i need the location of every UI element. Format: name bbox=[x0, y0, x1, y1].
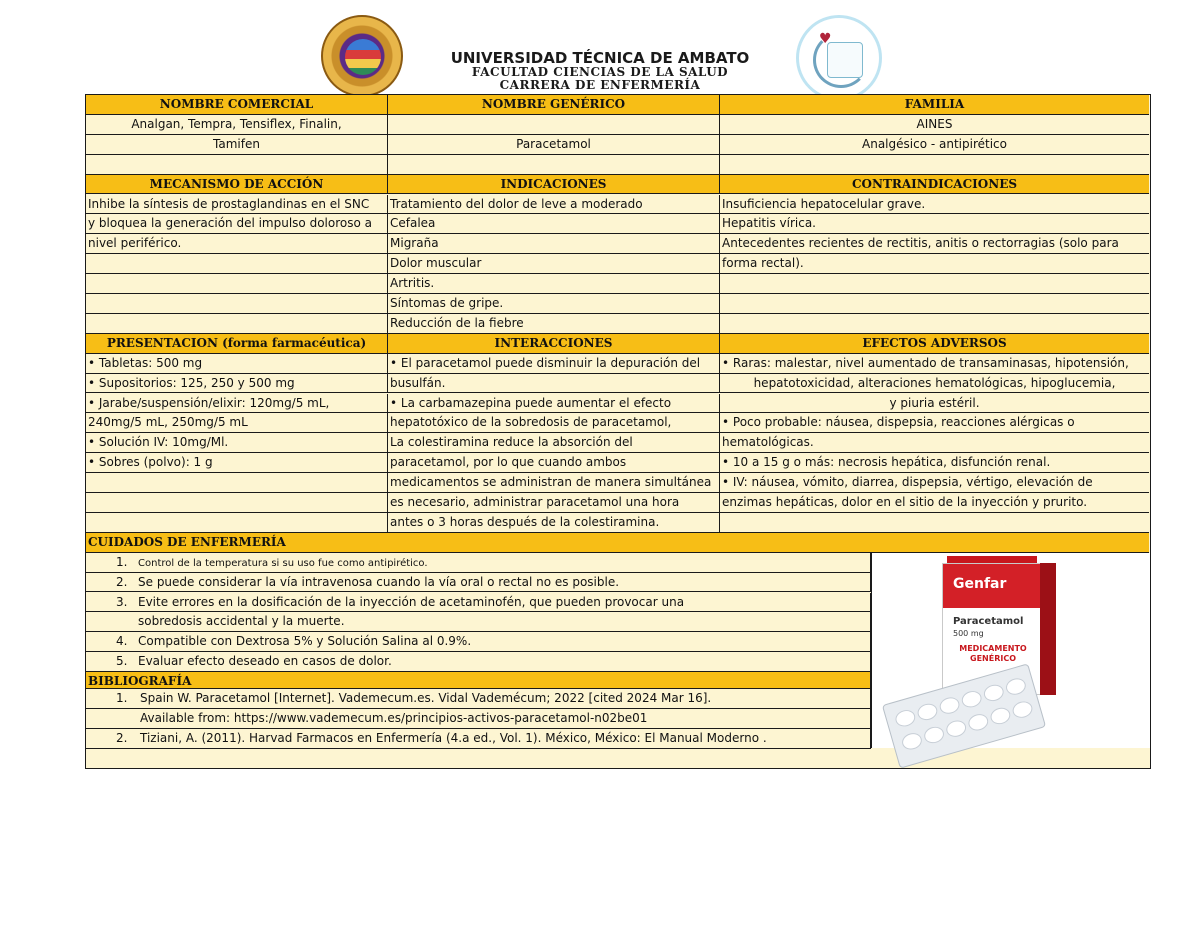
mechanism-cell: Insuficiencia hepatocelular grave. bbox=[720, 195, 1149, 215]
presentation-cell bbox=[86, 513, 388, 533]
box-brand: Genfar bbox=[953, 575, 1007, 592]
presentation-cell: • Poco probable: náusea, dispepsia, reacciones alérgicas o bbox=[720, 413, 1149, 433]
tablet bbox=[916, 701, 940, 722]
mechanism-header-1: MECANISMO DE ACCIÓN bbox=[86, 175, 388, 195]
presentation-cell: 240mg/5 mL, 250mg/5 mL bbox=[86, 413, 388, 433]
heart-icon: ♥ bbox=[819, 31, 832, 47]
mechanism-cell: Inhibe la síntesis de prostaglandinas en el SNC bbox=[86, 195, 388, 215]
mechanism-row bbox=[86, 254, 1149, 274]
care-item-text: Control de la temperatura si su uso fue como antipirético. bbox=[138, 557, 428, 569]
identity-header-3: FAMILIA bbox=[720, 95, 1149, 115]
presentation-row bbox=[86, 374, 1149, 394]
tablet bbox=[938, 695, 962, 716]
presentation-header-1: PRESENTACION (forma farmacéutica) bbox=[86, 334, 388, 354]
bibliography-section-title: BIBLIOGRAFÍA bbox=[86, 672, 871, 689]
bibliography-item bbox=[86, 729, 871, 749]
bibliography-item bbox=[86, 689, 871, 709]
tablet bbox=[922, 724, 946, 745]
tablet bbox=[1004, 676, 1028, 697]
care-item bbox=[86, 652, 871, 672]
mechanism-row bbox=[86, 234, 1149, 254]
presentation-cell bbox=[720, 513, 1149, 533]
presentation-cell: • Solución IV: 10mg/Ml. bbox=[86, 433, 388, 453]
identity-cell: Paracetamol bbox=[388, 135, 720, 155]
tablet bbox=[944, 718, 968, 739]
mechanism-cell: y bloquea la generación del impulso doloroso a bbox=[86, 214, 388, 234]
bibliography-item bbox=[86, 709, 871, 729]
identity-row bbox=[86, 115, 1149, 135]
bibliography-item-text: Spain W. Paracetamol [Internet]. Vademecum.es. Vidal Vademécum; 2022 [cited 2024 Mar 16]. bbox=[140, 691, 712, 705]
tablet bbox=[966, 712, 990, 733]
presentation-cell: • IV: náusea, vómito, diarrea, dispepsia, vértigo, elevación de bbox=[720, 473, 1149, 493]
care-item-text: Evite errores en la dosificación de la inyección de acetaminofén, que pueden provocar una bbox=[138, 594, 685, 609]
presentation-row bbox=[86, 394, 1149, 414]
presentation-cell: • Raras: malestar, nivel aumentado de transaminasas, hipotensión, bbox=[720, 354, 1149, 374]
page-header-faculty: FACULTAD CIENCIAS DE LA SALUD bbox=[471, 65, 729, 79]
care-item-number: 4. bbox=[116, 634, 128, 649]
tablet bbox=[960, 688, 984, 709]
care-item-text: Evaluar efecto deseado en casos de dolor. bbox=[138, 654, 392, 669]
identity-row bbox=[86, 155, 1149, 175]
identity-cell: Tamifen bbox=[86, 135, 388, 155]
presentation-cell: • El paracetamol puede disminuir la depuración del bbox=[388, 354, 720, 374]
mechanism-header-2: INDICACIONES bbox=[388, 175, 720, 195]
care-item-number: 5. bbox=[116, 654, 128, 669]
mechanism-row bbox=[86, 195, 1149, 215]
presentation-cell: • 10 a 15 g o más: necrosis hepática, disfunción renal. bbox=[720, 453, 1149, 473]
tablet bbox=[982, 682, 1006, 703]
care-item-number: 2. bbox=[116, 574, 128, 589]
mechanism-cell bbox=[720, 314, 1149, 334]
presentation-row bbox=[86, 513, 1149, 533]
presentation-cell: • Supositorios: 125, 250 y 500 mg bbox=[86, 374, 388, 394]
bibliography-item-text: Tiziani, A. (2011). Harvad Farmacos en Enfermería (4.a ed., Vol. 1). México, México: El Manual Moderno . bbox=[140, 730, 767, 745]
care-title-row bbox=[86, 533, 1149, 553]
identity-cell bbox=[388, 115, 720, 135]
mechanism-cell bbox=[720, 274, 1149, 294]
mechanism-row bbox=[86, 274, 1149, 294]
mechanism-cell: Tratamiento del dolor de leve a moderado bbox=[388, 195, 720, 215]
mechanism-cell: Hepatitis vírica. bbox=[720, 214, 1149, 234]
presentation-cell: La colestiramina reduce la absorción del bbox=[388, 433, 720, 453]
tablet bbox=[894, 707, 918, 728]
identity-header-1: NOMBRE COMERCIAL bbox=[86, 95, 388, 115]
mechanism-cell bbox=[86, 254, 388, 274]
bibliography-item-number: 1. bbox=[116, 691, 128, 705]
presentation-cell: enzimas hepáticas, dolor en el sitio de la inyección y prurito. bbox=[720, 493, 1149, 513]
bibliography-item-number: 2. bbox=[116, 730, 128, 745]
presentation-cell: antes o 3 horas después de la colestiramina. bbox=[388, 513, 720, 533]
mechanism-cell: Antecedentes recientes de rectitis, anitis o rectorragias (solo para bbox=[720, 234, 1149, 254]
presentation-row bbox=[86, 433, 1149, 453]
presentation-cell bbox=[86, 473, 388, 493]
drug-sheet-table bbox=[85, 94, 1151, 769]
mechanism-header-3: CONTRAINDICACIONES bbox=[720, 175, 1149, 195]
identity-cell: Analgan, Tempra, Tensiflex, Finalin, bbox=[86, 115, 388, 135]
box-side bbox=[1040, 563, 1056, 695]
box-generic-label: MEDICAMENTO GENÉRICO bbox=[959, 643, 1027, 663]
presentation-row bbox=[86, 493, 1149, 513]
mechanism-cell: Dolor muscular bbox=[388, 254, 720, 274]
presentation-cell: hematológicas. bbox=[720, 433, 1149, 453]
mechanism-cell: Reducción de la fiebre bbox=[388, 314, 720, 334]
presentation-header-2: INTERACCIONES bbox=[388, 334, 720, 354]
presentation-row bbox=[86, 413, 1149, 433]
mechanism-cell bbox=[86, 314, 388, 334]
care-item bbox=[86, 553, 871, 573]
identity-header-2: NOMBRE GENÉRICO bbox=[388, 95, 720, 115]
identity-cell: Analgésico - antipirético bbox=[720, 135, 1149, 155]
care-item-number: 1. bbox=[116, 554, 128, 569]
identity-cell bbox=[388, 155, 720, 175]
mechanism-cell: Cefalea bbox=[388, 214, 720, 234]
box-strength: 500 mg bbox=[953, 628, 984, 638]
presentation-cell: y piuria estéril. bbox=[720, 394, 1149, 414]
care-item bbox=[86, 632, 871, 652]
page-header-career: CARRERA DE ENFERMERÍA bbox=[499, 78, 701, 92]
mechanism-cell bbox=[86, 294, 388, 314]
presentation-cell: • Tabletas: 500 mg bbox=[86, 354, 388, 374]
presentation-cell: hepatotoxicidad, alteraciones hematológicas, hipoglucemia, bbox=[720, 374, 1149, 394]
nursing-career-logo bbox=[796, 15, 882, 101]
presentation-cell: • La carbamazepina puede aumentar el efecto bbox=[388, 394, 720, 414]
presentation-cell: • Jarabe/suspensión/elixir: 120mg/5 mL, bbox=[86, 394, 388, 414]
page-header-university: UNIVERSIDAD TÉCNICA DE AMBATO bbox=[450, 49, 750, 67]
mechanism-cell: Síntomas de gripe. bbox=[388, 294, 720, 314]
presentation-row bbox=[86, 354, 1149, 374]
identity-cell bbox=[86, 155, 388, 175]
care-item bbox=[86, 593, 871, 613]
presentation-cell: busulfán. bbox=[388, 374, 720, 394]
care-item-text: sobredosis accidental y la muerte. bbox=[138, 614, 345, 629]
box-drug-name: Paracetamol bbox=[953, 615, 1024, 627]
tablet bbox=[900, 731, 924, 752]
identity-header-row bbox=[86, 95, 1149, 115]
mechanism-cell: forma rectal). bbox=[720, 254, 1149, 274]
care-item-number: 3. bbox=[116, 594, 128, 609]
mechanism-header-row bbox=[86, 175, 1149, 195]
care-item-text: Compatible con Dextrosa 5% y Solución Salina al 0.9%. bbox=[138, 634, 472, 649]
presentation-row bbox=[86, 453, 1149, 473]
mechanism-cell: Artritis. bbox=[388, 274, 720, 294]
care-item bbox=[86, 573, 871, 593]
care-item-text: Se puede considerar la vía intravenosa cuando la vía oral o rectal no es posible. bbox=[138, 574, 620, 589]
presentation-cell: hepatotóxico de la sobredosis de paracetamol, bbox=[388, 413, 720, 433]
mechanism-row bbox=[86, 294, 1149, 314]
presentation-cell: es necesario, administrar paracetamol una hora bbox=[388, 493, 720, 513]
tablet bbox=[1011, 699, 1035, 720]
identity-cell: AINES bbox=[720, 115, 1149, 135]
presentation-row bbox=[86, 473, 1149, 493]
presentation-cell: medicamentos se administran de manera simultánea bbox=[388, 473, 720, 493]
mechanism-cell bbox=[720, 294, 1149, 314]
mechanism-cell: Migraña bbox=[388, 234, 720, 254]
care-item bbox=[86, 612, 871, 632]
bibliography-item-text: Available from: https://www.vademecum.es/principios-activos-paracetamol-n02be01 bbox=[140, 710, 648, 725]
presentation-header-row bbox=[86, 334, 1149, 354]
presentation-cell: paracetamol, por lo que cuando ambos bbox=[388, 453, 720, 473]
identity-row bbox=[86, 135, 1149, 155]
mechanism-row bbox=[86, 214, 1149, 234]
mechanism-cell bbox=[86, 274, 388, 294]
presentation-header-3: EFECTOS ADVERSOS bbox=[720, 334, 1149, 354]
mechanism-cell: nivel periférico. bbox=[86, 234, 388, 254]
mechanism-row bbox=[86, 314, 1149, 334]
tablet bbox=[989, 705, 1013, 726]
university-seal-logo bbox=[321, 15, 403, 97]
presentation-cell bbox=[86, 493, 388, 513]
presentation-cell: • Sobres (polvo): 1 g bbox=[86, 453, 388, 473]
product-photo bbox=[871, 553, 1150, 748]
identity-cell bbox=[720, 155, 1149, 175]
care-section-title: CUIDADOS DE ENFERMERÍA bbox=[86, 533, 1149, 553]
